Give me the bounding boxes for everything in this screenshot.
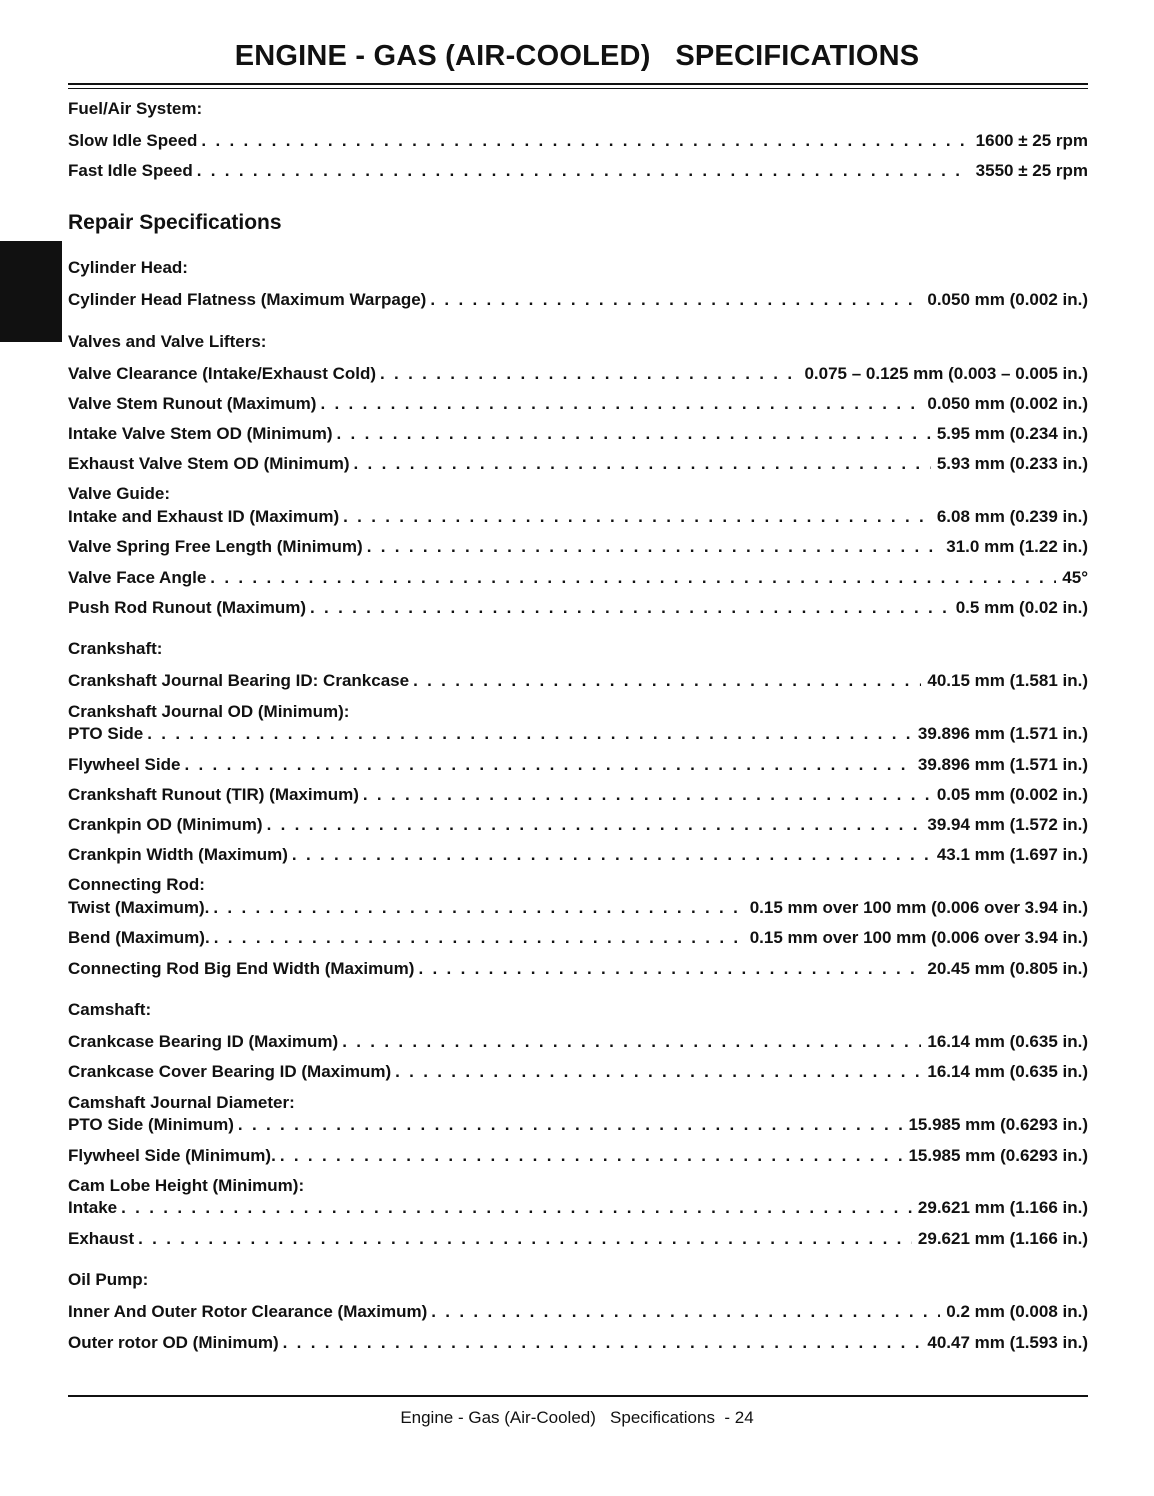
dot-leader xyxy=(430,290,921,310)
spec-row-slow-idle xyxy=(68,131,1088,153)
spec-value: 0.05 mm (0.002 in.) xyxy=(936,785,1088,804)
spec-value: 3550 ± 25 rpm xyxy=(975,161,1088,180)
crankshaft-heading: Crankshaft: xyxy=(68,639,163,658)
spec-label: Exhaust xyxy=(68,1229,135,1248)
spec-label: Valve Clearance (Intake/Exhaust Cold) xyxy=(68,364,377,383)
spec-value: 29.621 mm (1.166 in.) xyxy=(917,1229,1088,1248)
repair-specifications-title: Repair Specifications xyxy=(68,211,282,234)
spec-label: Valve Stem Runout (Maximum) xyxy=(68,394,317,413)
spec-value: 40.15 mm (1.581 in.) xyxy=(927,671,1088,690)
spec-label: Slow Idle Speed xyxy=(68,131,198,150)
title-rule xyxy=(68,83,1088,85)
spec-row xyxy=(68,671,1088,693)
spec-row xyxy=(68,507,1088,529)
spec-value: 43.1 mm (1.697 in.) xyxy=(936,845,1088,864)
spec-row xyxy=(68,724,1088,746)
camshaft-journal-heading: Camshaft Journal Diameter: xyxy=(68,1093,295,1112)
spec-value: 0.050 mm (0.002 in.) xyxy=(927,290,1088,309)
spec-value: 0.15 mm over 100 mm (0.006 over 3.94 in.) xyxy=(749,928,1088,947)
spec-label: PTO Side xyxy=(68,724,144,743)
spec-row xyxy=(68,898,1088,920)
spec-row xyxy=(68,424,1088,446)
page-title: ENGINE - GAS (AIR-COOLED) SPECIFICATIONS xyxy=(234,40,920,72)
dot-leader xyxy=(283,1333,922,1353)
spec-row xyxy=(68,1198,1088,1220)
spec-value: 39.94 mm (1.572 in.) xyxy=(927,815,1088,834)
spec-label: Intake Valve Stem OD (Minimum) xyxy=(68,424,333,443)
spec-row xyxy=(68,1229,1088,1251)
spec-label: Flywheel Side xyxy=(68,755,181,774)
dot-leader xyxy=(310,598,950,618)
section-tab-marker xyxy=(0,241,62,342)
spec-value: 20.45 mm (0.805 in.) xyxy=(927,959,1088,978)
dot-leader xyxy=(380,364,798,384)
spec-row xyxy=(68,1146,1088,1168)
spec-label: Intake xyxy=(68,1198,118,1217)
dot-leader xyxy=(267,815,922,835)
title-rule-thin xyxy=(68,88,1088,89)
dot-leader xyxy=(367,537,941,557)
spec-value: 5.95 mm (0.234 in.) xyxy=(936,424,1088,443)
spec-label: Exhaust Valve Stem OD (Minimum) xyxy=(68,454,350,473)
spec-row xyxy=(68,928,1088,950)
cam-lobe-heading: Cam Lobe Height (Minimum): xyxy=(68,1176,305,1195)
footer-rule xyxy=(68,1395,1088,1397)
spec-row xyxy=(68,959,1088,981)
spec-label: Outer rotor OD (Minimum) xyxy=(68,1333,279,1352)
dot-leader xyxy=(413,671,921,691)
spec-value: 0.15 mm over 100 mm (0.006 over 3.94 in.) xyxy=(749,898,1088,917)
spec-label: Push Rod Runout (Maximum) xyxy=(68,598,306,617)
spec-row xyxy=(68,1115,1088,1137)
dot-leader xyxy=(354,454,931,474)
spec-label: Cylinder Head Flatness (Maximum Warpage) xyxy=(68,290,427,309)
spec-value: 40.47 mm (1.593 in.) xyxy=(927,1333,1088,1352)
dot-leader xyxy=(213,898,743,918)
crankshaft-journal-heading: Crankshaft Journal OD (Minimum): xyxy=(68,702,350,721)
dot-leader xyxy=(363,785,931,805)
spec-label: Flywheel Side (Minimum). xyxy=(68,1146,276,1165)
spec-value: 0.5 mm (0.02 in.) xyxy=(955,598,1088,617)
spec-row xyxy=(68,598,1088,620)
spec-row xyxy=(68,1032,1088,1054)
spec-row xyxy=(68,364,1088,386)
spec-value: 16.14 mm (0.635 in.) xyxy=(927,1032,1088,1051)
dot-leader xyxy=(197,161,970,181)
spec-value: 31.0 mm (1.22 in.) xyxy=(946,537,1088,556)
spec-row xyxy=(68,1062,1088,1084)
spec-label: Crankshaft Journal Bearing ID: Crankcase xyxy=(68,671,410,690)
dot-leader xyxy=(342,1032,921,1052)
spec-row xyxy=(68,755,1088,777)
spec-row xyxy=(68,537,1088,559)
spec-row xyxy=(68,290,1088,312)
dot-leader xyxy=(138,1229,912,1249)
dot-leader xyxy=(343,507,931,527)
spec-label: Valve Face Angle xyxy=(68,568,207,587)
spec-label: Valve Spring Free Length (Minimum) xyxy=(68,537,363,556)
page-footer: Engine - Gas (Air-Cooled) Specifications - 24 xyxy=(400,1408,754,1427)
spec-row xyxy=(68,1333,1088,1355)
spec-row xyxy=(68,454,1088,476)
connecting-rod-heading: Connecting Rod: xyxy=(68,875,205,894)
spec-value: 6.08 mm (0.239 in.) xyxy=(936,507,1088,526)
spec-row xyxy=(68,785,1088,807)
dot-leader xyxy=(431,1302,940,1322)
valves-heading: Valves and Valve Lifters: xyxy=(68,332,267,351)
valve-guide-heading: Valve Guide: xyxy=(68,484,171,503)
spec-value: 15.985 mm (0.6293 in.) xyxy=(908,1146,1088,1165)
spec-value: 1600 ± 25 rpm xyxy=(975,131,1088,150)
spec-label: PTO Side (Minimum) xyxy=(68,1115,234,1134)
spec-label: Twist (Maximum). xyxy=(68,898,210,917)
spec-row xyxy=(68,1302,1088,1324)
spec-label: Crankshaft Runout (TIR) (Maximum) xyxy=(68,785,359,804)
spec-row xyxy=(68,568,1088,590)
dot-leader xyxy=(395,1062,921,1082)
spec-row xyxy=(68,815,1088,837)
spec-label: Intake and Exhaust ID (Maximum) xyxy=(68,507,340,526)
spec-label: Crankcase Bearing ID (Maximum) xyxy=(68,1032,339,1051)
dot-leader xyxy=(147,724,912,744)
spec-label: Inner And Outer Rotor Clearance (Maximum) xyxy=(68,1302,428,1321)
spec-label: Bend (Maximum). xyxy=(68,928,210,947)
spec-label: Crankcase Cover Bearing ID (Maximum) xyxy=(68,1062,392,1081)
dot-leader xyxy=(201,131,969,151)
spec-value: 45° xyxy=(1062,568,1088,587)
dot-leader xyxy=(184,755,911,775)
spec-value: 0.050 mm (0.002 in.) xyxy=(927,394,1088,413)
cylinder-head-heading: Cylinder Head: xyxy=(68,258,188,277)
spec-row xyxy=(68,394,1088,416)
dot-leader xyxy=(280,1146,903,1166)
dot-leader xyxy=(337,424,931,444)
spec-label: Connecting Rod Big End Width (Maximum) xyxy=(68,959,415,978)
spec-label: Crankpin Width (Maximum) xyxy=(68,845,288,864)
spec-value: 39.896 mm (1.571 in.) xyxy=(917,755,1088,774)
spec-value: 39.896 mm (1.571 in.) xyxy=(917,724,1088,743)
spec-value: 29.621 mm (1.166 in.) xyxy=(917,1198,1088,1217)
dot-leader xyxy=(320,394,921,414)
spec-value: 16.14 mm (0.635 in.) xyxy=(927,1062,1088,1081)
spec-row xyxy=(68,845,1088,867)
spec-value: 5.93 mm (0.233 in.) xyxy=(936,454,1088,473)
spec-row-fast-idle xyxy=(68,161,1088,183)
spec-value: 0.2 mm (0.008 in.) xyxy=(946,1302,1088,1321)
dot-leader xyxy=(418,959,921,979)
spec-value: 15.985 mm (0.6293 in.) xyxy=(908,1115,1088,1134)
fuel-air-heading: Fuel/Air System: xyxy=(68,99,203,118)
camshaft-heading: Camshaft: xyxy=(68,1000,152,1019)
dot-leader xyxy=(210,568,1056,588)
oil-pump-heading: Oil Pump: xyxy=(68,1270,149,1289)
dot-leader xyxy=(214,928,744,948)
dot-leader xyxy=(292,845,931,865)
spec-label: Fast Idle Speed xyxy=(68,161,193,180)
dot-leader xyxy=(238,1115,903,1135)
spec-label: Crankpin OD (Minimum) xyxy=(68,815,263,834)
spec-value: 0.075 – 0.125 mm (0.003 – 0.005 in.) xyxy=(804,364,1088,383)
dot-leader xyxy=(121,1198,912,1218)
